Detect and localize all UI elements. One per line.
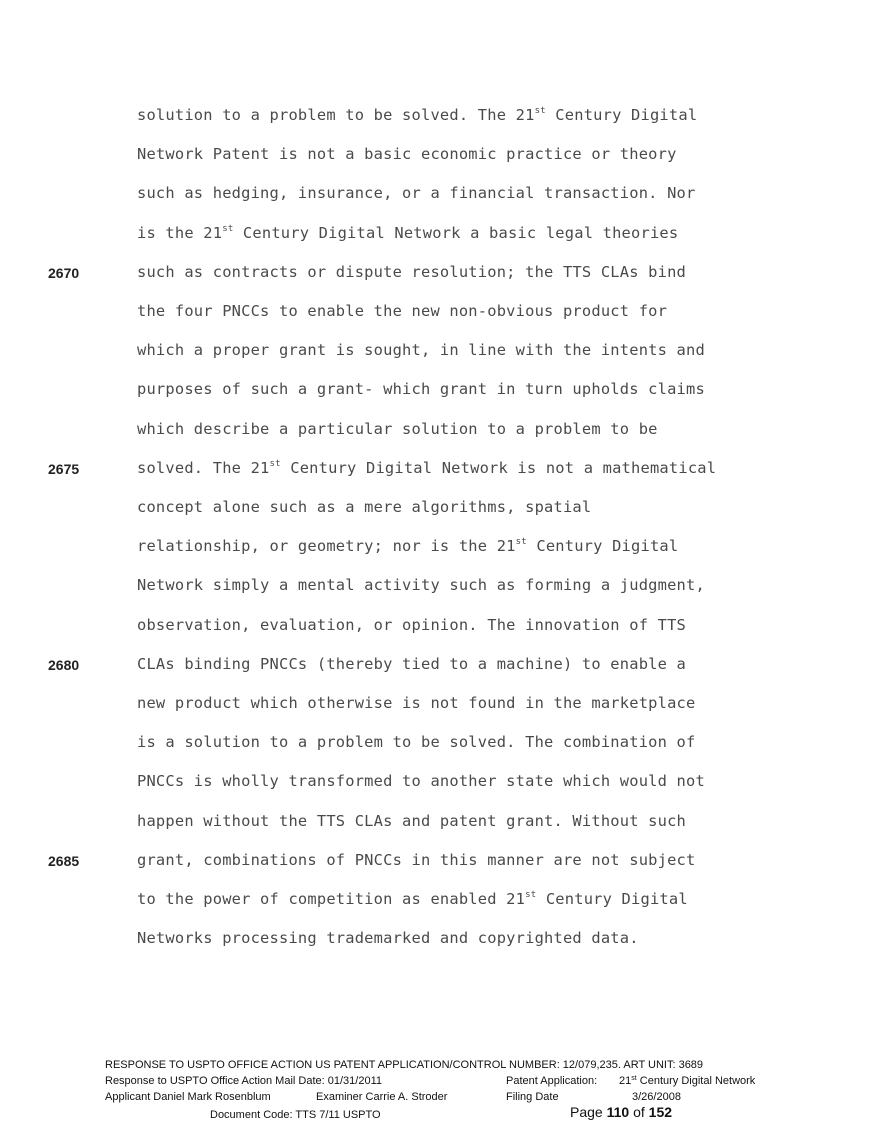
footer-patent-application-label: Patent Application:: [506, 1075, 598, 1087]
footer-applicant: Applicant Daniel Mark Rosenblum: [105, 1091, 271, 1103]
body-line: observation, evaluation, or opinion. The innovation of TTS: [137, 615, 687, 634]
body-line: Network simply a mental activity such as forming a judgment,: [137, 576, 705, 595]
body-line: which a proper grant is sought, in line with the intents and: [137, 341, 705, 360]
body-line: Network Patent is not a basic economic practice or theory: [137, 145, 677, 164]
body-line: solution to a problem to be solved. The 21st Century Digital: [137, 106, 698, 124]
body-line: CLAs binding PNCCs (thereby tied to a machine) to enable a: [137, 654, 687, 673]
line-number: 2670: [48, 264, 80, 281]
body-line: grant, combinations of PNCCs in this manner are not subject: [137, 850, 696, 869]
footer-page-number: Page 110 of 152: [570, 1104, 673, 1120]
body-line: happen without the TTS CLAs and patent grant. Without such: [137, 811, 687, 830]
footer-filing-date-value: 3/26/2008: [632, 1091, 681, 1103]
body-line: purposes of such a grant- which grant in turn upholds claims: [137, 380, 705, 399]
footer-control-number: RESPONSE TO USPTO OFFICE ACTION US PATENT APPLICATION/CONTROL NUMBER: 12/079,235. ART UNIT: 3689: [105, 1059, 704, 1071]
body-line: solved. The 21st Century Digital Network is not a mathematical: [137, 458, 717, 477]
body-line: which describe a particular solution to a problem to be: [137, 419, 658, 438]
body-line: concept alone such as a mere algorithms, spatial: [137, 498, 592, 516]
body-line: to the power of competition as enabled 21st Century Digital: [137, 890, 688, 908]
body-line: new product which otherwise is not found in the marketplace: [137, 694, 696, 712]
footer-mail-date: Response to USPTO Office Action Mail Date: 01/31/2011: [105, 1075, 382, 1087]
body-line: PNCCs is wholly transformed to another state which would not: [137, 772, 705, 791]
body-line: relationship, or geometry; nor is the 21st Century Digital: [137, 537, 679, 556]
body-line: such as contracts or dispute resolution; the TTS CLAs bind: [137, 262, 687, 281]
footer-filing-date-label: Filing Date: [506, 1091, 559, 1103]
body-line: is a solution to a problem to be solved. The combination of: [137, 733, 696, 752]
footer-patent-application-title: 21st Century Digital Network: [619, 1075, 756, 1087]
line-number: 2685: [48, 852, 80, 869]
body-line: Networks processing trademarked and copyrighted data.: [137, 929, 639, 948]
body-line: the four PNCCs to enable the new non-obvious product for: [137, 302, 668, 320]
footer-examiner: Examiner Carrie A. Stroder: [316, 1091, 448, 1103]
body-line: such as hedging, insurance, or a financial transaction. Nor: [137, 184, 696, 203]
line-number: 2680: [48, 656, 80, 673]
footer-document-code: Document Code: TTS 7/11 USPTO: [210, 1109, 381, 1121]
body-line: is the 21st Century Digital Network a basic legal theories: [137, 223, 679, 242]
line-number: 2675: [48, 460, 80, 477]
